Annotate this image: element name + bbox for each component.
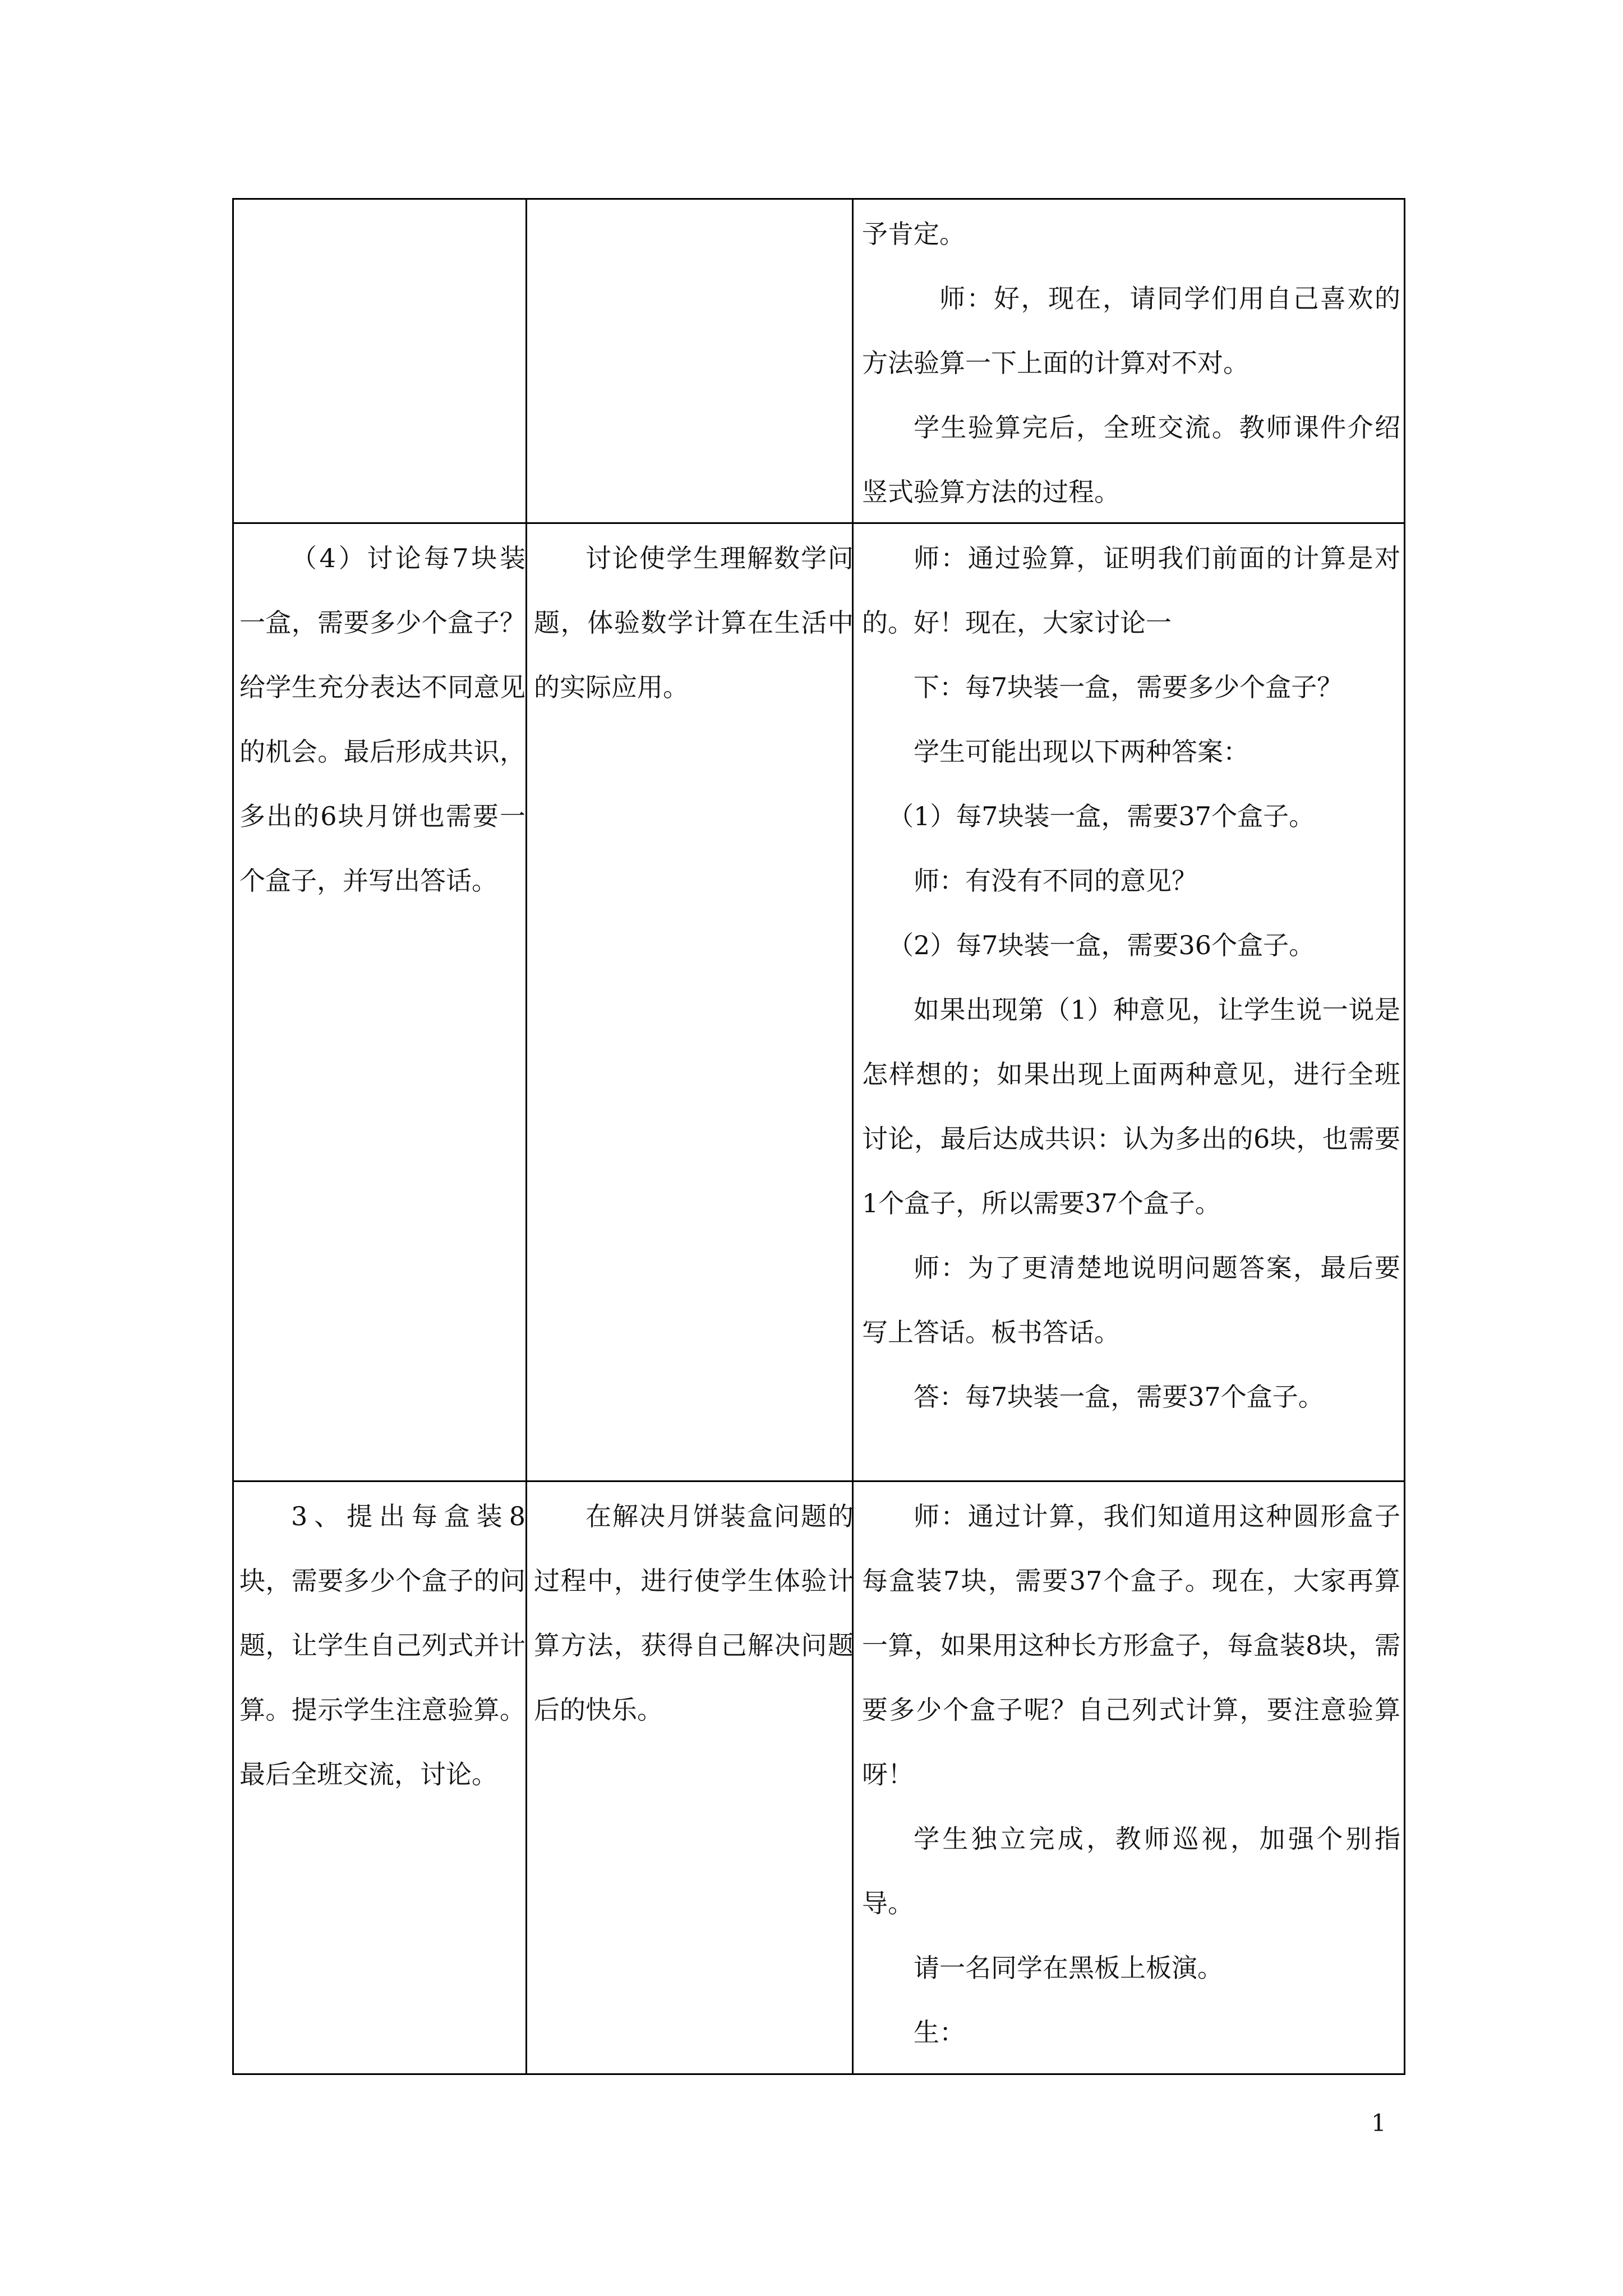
row-1-para-1: 予肯定。 bbox=[862, 219, 965, 249]
row-divider-2 bbox=[234, 1480, 1404, 1482]
row-2-activity-cell bbox=[862, 526, 1400, 1429]
row-3-content-cell bbox=[239, 1484, 525, 1807]
row-1-para-2: 师：好，现在，请同学们用自己喜欢的方法验算一下上面的计算对不对。 bbox=[862, 283, 1400, 378]
column-divider-1 bbox=[525, 200, 527, 2073]
row-2-content-cell bbox=[239, 526, 525, 913]
row-2-purpose-text: 讨论使学生理解数学问题，体验数学计算在生活中的实际应用。 bbox=[534, 543, 854, 702]
row-2-para-1: 师：通过验算，证明我们前面的计算是对的。好！现在，大家讨论一 bbox=[862, 543, 1400, 638]
row-3-purpose-cell bbox=[534, 1484, 854, 1742]
row-2-para-4: （1）每7块装一盒，需要37个盒子。 bbox=[888, 801, 1315, 831]
row-3-purpose-text: 在解决月饼装盒问题的过程中，进行使学生体验计算方法，获得自己解决问题后的快乐。 bbox=[534, 1501, 854, 1725]
row-2-para-8: 师：为了更清楚地说明问题答案，最后要写上答话。板书答话。 bbox=[862, 1253, 1400, 1347]
row-2-para-3: 学生可能出现以下两种答案： bbox=[914, 737, 1249, 767]
row-3-content-text: 3、提出每盒装8块，需要多少个盒子的问题，让学生自己列式并计算。提示学生注意验算。最后全班交流，讨论。 bbox=[239, 1501, 525, 1789]
column-divider-2 bbox=[852, 200, 854, 2073]
row-2-para-9: 答：每7块装一盒，需要37个盒子。 bbox=[914, 1382, 1324, 1412]
row-2-para-5: 师：有没有不同的意见？ bbox=[914, 866, 1197, 896]
row-2-para-2: 下：每7块装一盒，需要多少个盒子？ bbox=[914, 672, 1343, 702]
row-1-para-3: 学生验算完后，全班交流。教师课件介绍竖式验算方法的过程。 bbox=[862, 412, 1400, 507]
row-2-purpose-cell bbox=[534, 526, 854, 720]
row-2-content-text: （4）讨论每7块装一盒，需要多少个盒子？给学生充分表达不同意见的机会。最后形成共识，多出的6块月饼也需要一个盒子，并写出答话。 bbox=[239, 543, 525, 896]
row-3-para-1: 师：通过计算，我们知道用这种圆形盒子每盒装7块，需要37个盒子。现在，大家再算一算，如果用这种长方形盒子，每盒装8块，需要多少个盒子呢？自己列式计算，要注意验算呀！ bbox=[862, 1501, 1400, 1789]
row-2-para-7: 如果出现第（1）种意见，让学生说一说是怎样想的；如果出现上面两种意见，进行全班讨论，最后达成共识：认为多出的6块，也需要1个盒子，所以需要37个盒子。 bbox=[862, 995, 1400, 1218]
row-1-activity-cell bbox=[862, 202, 1400, 524]
page-number: 1 bbox=[1371, 2109, 1386, 2137]
row-2-para-6: （2）每7块装一盒，需要36个盒子。 bbox=[888, 930, 1315, 960]
row-3-para-2: 学生独立完成，教师巡视，加强个别指导。 bbox=[862, 1824, 1400, 1918]
row-3-activity-cell bbox=[862, 1484, 1400, 2065]
row-3-para-4: 生： bbox=[914, 2017, 965, 2047]
row-3-para-3: 请一名同学在黑板上板演。 bbox=[914, 1953, 1223, 1983]
lesson-plan-table bbox=[232, 198, 1405, 2075]
